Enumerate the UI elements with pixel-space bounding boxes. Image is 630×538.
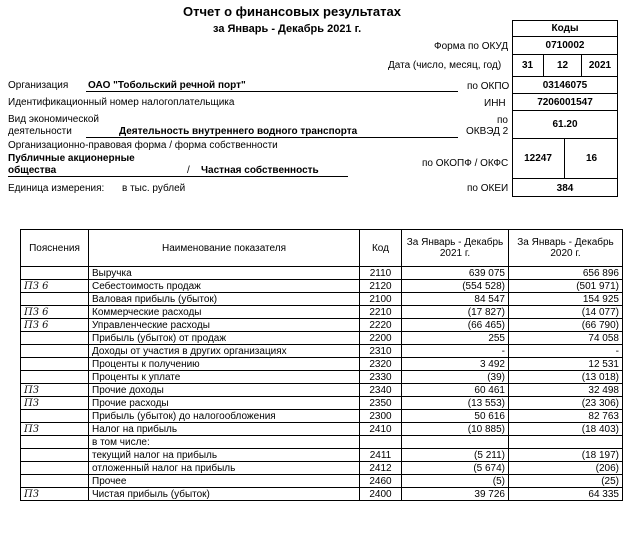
table-row	[21, 280, 623, 293]
table-row	[21, 332, 623, 345]
table-row	[21, 397, 623, 410]
row-note	[21, 293, 89, 306]
row-name: Прибыль (убыток) до налогообложения	[89, 410, 360, 423]
row-code: 2410	[360, 423, 402, 436]
row-value-2021: (5)	[402, 475, 509, 488]
row-name: Чистая прибыль (убыток)	[89, 488, 360, 501]
table-row	[21, 293, 623, 306]
row-name: Прибыль (убыток) от продаж	[89, 332, 360, 345]
report-period: за Январь - Декабрь 2021 г.	[213, 23, 362, 35]
row-note: ПЗ	[21, 423, 89, 436]
ownership-value: Частная собственность	[201, 165, 319, 176]
table-row	[21, 319, 623, 332]
row-code: 2330	[360, 371, 402, 384]
row-name: Прочее	[89, 475, 360, 488]
table-row	[21, 410, 623, 423]
financial-results-table	[20, 229, 623, 501]
row-value-2021: 39 726	[402, 488, 509, 501]
row-code: 2310	[360, 345, 402, 358]
row-value-2020: (206)	[509, 462, 623, 475]
row-code: 2100	[360, 293, 402, 306]
row-value-2021: (13 553)	[402, 397, 509, 410]
row-name: Себестоимость продаж	[89, 280, 360, 293]
row-value-2020: 32 498	[509, 384, 623, 397]
row-name: Проценты к получению	[89, 358, 360, 371]
row-value-2021: (5 674)	[402, 462, 509, 475]
date-year: 2021	[582, 55, 618, 77]
row-value-2021: (5 211)	[402, 449, 509, 462]
row-value-2021: 50 616	[402, 410, 509, 423]
row-value-2020: (501 971)	[509, 280, 623, 293]
legal-form-label: Организационно-правовая форма / форма собственности	[8, 140, 278, 151]
okpo-value: 03146075	[512, 77, 618, 94]
activity-label-2: деятельности	[8, 126, 72, 137]
row-name: Прочие доходы	[89, 384, 360, 397]
okved-value: 61.20	[512, 111, 618, 139]
row-value-2021: (39)	[402, 371, 509, 384]
row-code: 2412	[360, 462, 402, 475]
row-note	[21, 449, 89, 462]
row-value-2021: 639 075	[402, 267, 509, 280]
row-code: 2200	[360, 332, 402, 345]
row-name: Прочие расходы	[89, 397, 360, 410]
row-value-2020: 12 531	[509, 358, 623, 371]
okei-label: по ОКЕИ	[467, 183, 509, 194]
row-note: ПЗ	[21, 488, 89, 501]
row-note	[21, 410, 89, 423]
row-value-2020: 656 896	[509, 267, 623, 280]
header-2021: За Январь - Декабрь 2021 г.	[402, 230, 509, 267]
row-note: ПЗ 6	[21, 280, 89, 293]
inn-label: Идентификационный номер налогоплательщика	[8, 97, 235, 108]
row-name: Коммерческие расходы	[89, 306, 360, 319]
row-code: 2400	[360, 488, 402, 501]
table-row	[21, 449, 623, 462]
okopf-label: по ОКОПФ / ОКФС	[422, 158, 509, 169]
row-code: 2210	[360, 306, 402, 319]
row-value-2020: 154 925	[509, 293, 623, 306]
row-note	[21, 332, 89, 345]
table-row	[21, 475, 623, 488]
row-code: 2340	[360, 384, 402, 397]
row-value-2020: -	[509, 345, 623, 358]
row-note: ПЗ	[21, 397, 89, 410]
row-code: 2300	[360, 410, 402, 423]
date-month: 12	[544, 55, 582, 77]
row-value-2021: 60 461	[402, 384, 509, 397]
row-value-2020: (18 197)	[509, 449, 623, 462]
org-value: ОАО "Тобольский речной порт"	[88, 80, 246, 91]
row-value-2020: (13 018)	[509, 371, 623, 384]
row-code: 2110	[360, 267, 402, 280]
row-value-2021	[402, 436, 509, 449]
row-value-2020: (66 790)	[509, 319, 623, 332]
row-name: Доходы от участия в других организациях	[89, 345, 360, 358]
date-label: Дата (число, месяц, год)	[388, 60, 502, 71]
table-row	[21, 358, 623, 371]
row-name: отложенный налог на прибыль	[89, 462, 360, 475]
okei-value: 384	[556, 182, 574, 194]
row-value-2020: 64 335	[509, 488, 623, 501]
row-code: 2220	[360, 319, 402, 332]
row-name: Валовая прибыль (убыток)	[89, 293, 360, 306]
header-notes: Пояснения	[21, 230, 89, 267]
table-row	[21, 345, 623, 358]
row-name: Выручка	[89, 267, 360, 280]
legal-form-value-2: общества	[8, 165, 57, 176]
row-value-2021: (10 885)	[402, 423, 509, 436]
table-row	[21, 436, 623, 449]
unit-label: Единица измерения:	[8, 183, 105, 194]
org-label: Организация	[8, 80, 69, 91]
okud-label: Форма по ОКУД	[434, 41, 509, 52]
row-note: ПЗ 6	[21, 306, 89, 319]
row-code: 2460	[360, 475, 402, 488]
table-row	[21, 423, 623, 436]
row-value-2020: 82 763	[509, 410, 623, 423]
unit-value: в тыс. рублей	[122, 183, 186, 194]
table-row	[21, 462, 623, 475]
row-value-2021: -	[402, 345, 509, 358]
okpo-label: по ОКПО	[467, 81, 510, 92]
header-name: Наименование показателя	[89, 230, 360, 267]
row-note: ПЗ	[21, 384, 89, 397]
row-code: 2411	[360, 449, 402, 462]
legal-form-slash: /	[187, 165, 190, 176]
row-note	[21, 475, 89, 488]
date-day: 31	[512, 55, 544, 77]
activity-value: Деятельность внутреннего водного транспорта	[119, 126, 358, 137]
row-note: ПЗ 6	[21, 319, 89, 332]
okved-label-1: по	[497, 115, 508, 126]
header-2020: За Январь - Декабрь 2020 г.	[509, 230, 623, 267]
table-header-row	[21, 230, 623, 267]
org-underline	[86, 91, 458, 92]
table-row	[21, 306, 623, 319]
legal-form-value-1: Публичные акционерные	[8, 153, 135, 164]
activity-underline	[86, 137, 458, 138]
row-value-2021: (66 465)	[402, 319, 509, 332]
row-name: в том числе:	[89, 436, 360, 449]
row-name: Налог на прибыль	[89, 423, 360, 436]
row-name: Управленческие расходы	[89, 319, 360, 332]
activity-label-1: Вид экономической	[8, 114, 99, 125]
table-row	[21, 267, 623, 280]
row-code: 2320	[360, 358, 402, 371]
row-value-2020: 74 058	[509, 332, 623, 345]
row-value-2020: (14 077)	[509, 306, 623, 319]
row-note	[21, 462, 89, 475]
row-value-2021: (554 528)	[402, 280, 509, 293]
row-value-2021: 84 547	[402, 293, 509, 306]
row-value-2021: 3 492	[402, 358, 509, 371]
table-row	[21, 371, 623, 384]
row-note	[21, 358, 89, 371]
row-code: 2120	[360, 280, 402, 293]
report-title: Отчет о финансовых результатах	[183, 4, 401, 19]
row-value-2021: 255	[402, 332, 509, 345]
row-value-2020: (25)	[509, 475, 623, 488]
row-name: текущий налог на прибыль	[89, 449, 360, 462]
okfs-value: 16	[565, 139, 618, 179]
row-value-2021: (17 827)	[402, 306, 509, 319]
row-value-2020	[509, 436, 623, 449]
legal-form-underline	[8, 176, 348, 177]
okopf-value: 12247	[512, 139, 565, 179]
header-code: Код	[360, 230, 402, 267]
row-value-2020: (23 306)	[509, 397, 623, 410]
inn-value: 7206001547	[512, 94, 618, 111]
row-name: Проценты к уплате	[89, 371, 360, 384]
okved-label-2: ОКВЭД 2	[466, 126, 509, 137]
row-note	[21, 436, 89, 449]
row-code: 2350	[360, 397, 402, 410]
row-note	[21, 345, 89, 358]
row-note	[21, 371, 89, 384]
okud-value: 0710002	[512, 37, 618, 55]
row-code	[360, 436, 402, 449]
table-row	[21, 488, 623, 501]
codes-header: Коды	[512, 20, 618, 37]
row-note	[21, 267, 89, 280]
table-row	[21, 384, 623, 397]
inn-code-label: ИНН	[484, 98, 506, 109]
row-value-2020: (18 403)	[509, 423, 623, 436]
